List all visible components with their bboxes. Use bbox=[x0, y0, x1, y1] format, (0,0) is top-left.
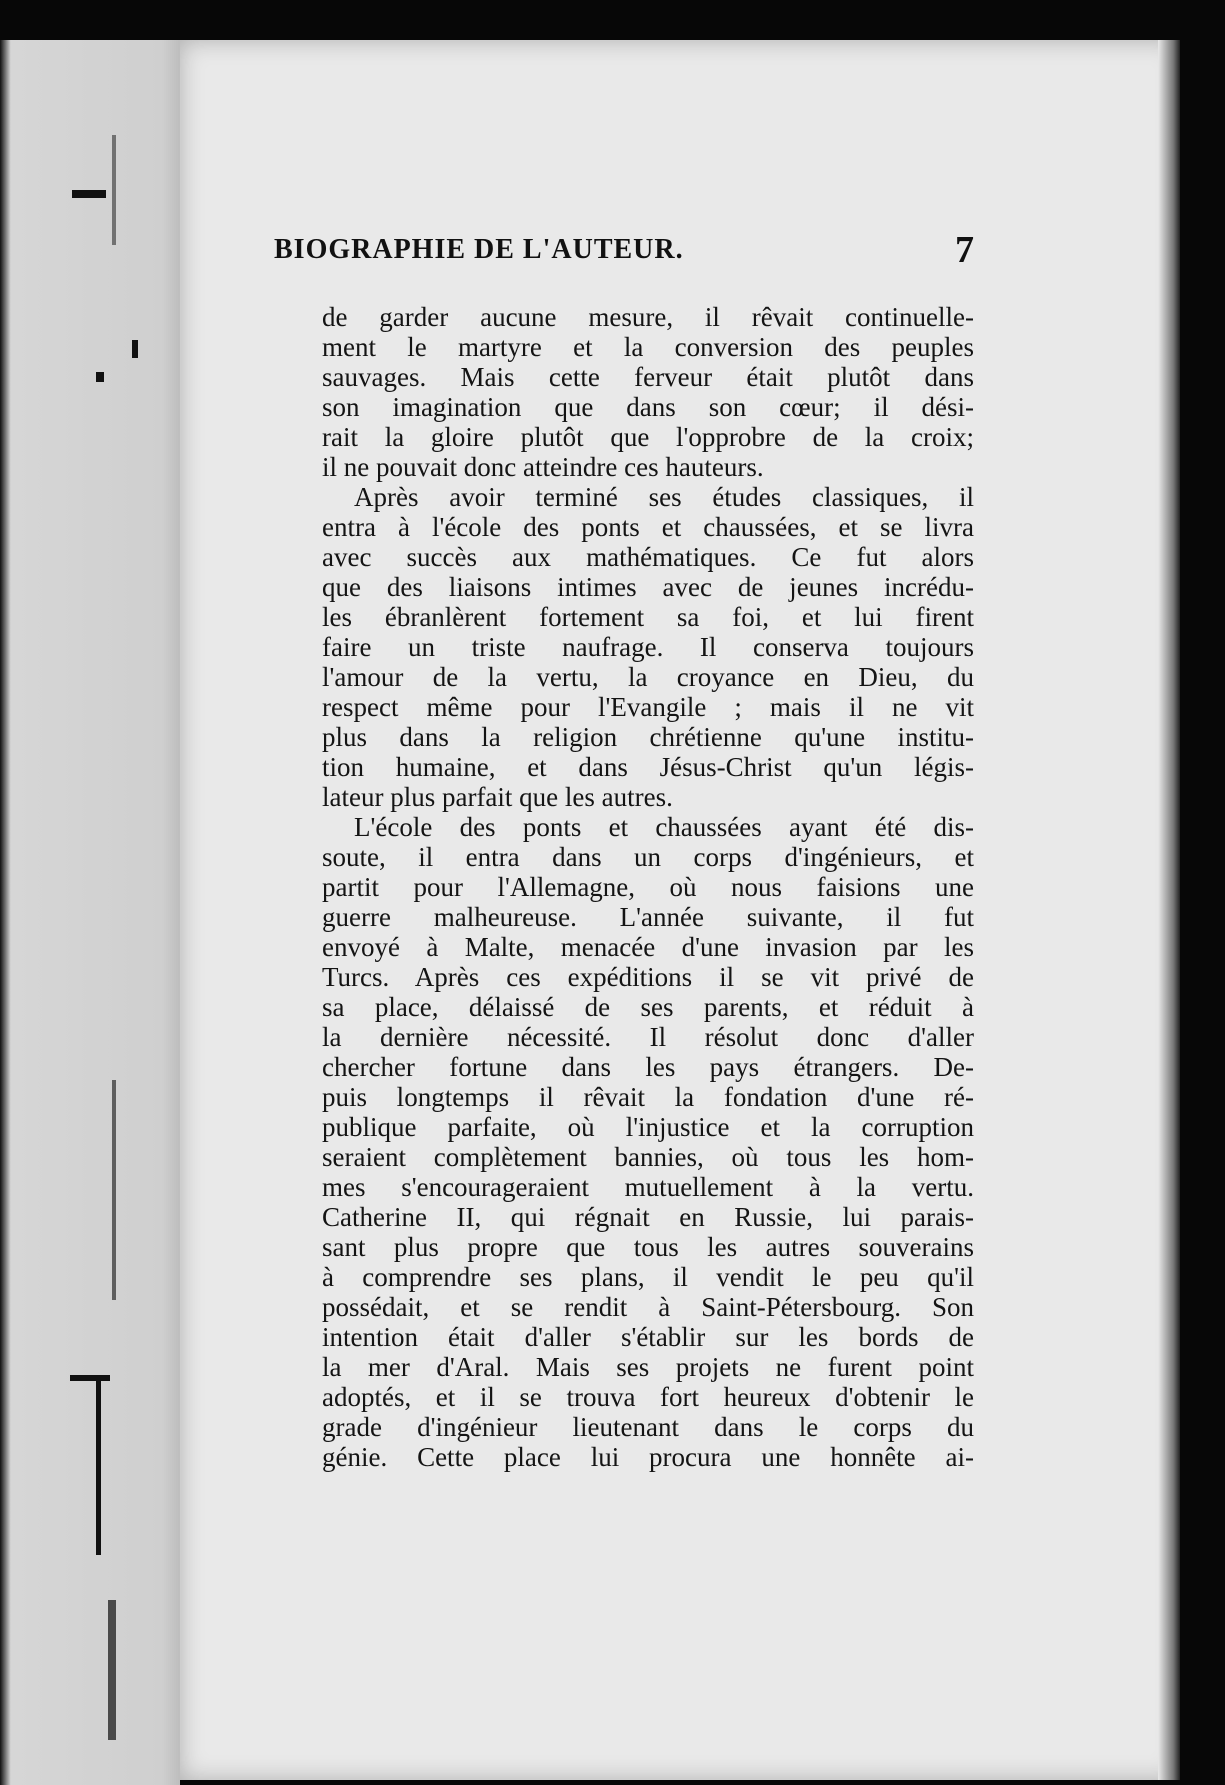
text-line: lateur plus parfait que les autres. bbox=[322, 782, 673, 812]
body-text bbox=[322, 302, 974, 1472]
gutter-mark bbox=[112, 1080, 116, 1300]
gutter-mark bbox=[70, 1375, 110, 1381]
text-line: avec succès aux mathématiques. Ce fut alors bbox=[322, 542, 974, 572]
text-line: partit pour l'Allemagne, où nous faisions une bbox=[322, 872, 974, 902]
text-line: chercher fortune dans les pays étrangers. De- bbox=[322, 1052, 974, 1082]
page-edge-shadow bbox=[1158, 40, 1180, 1780]
text-line: L'école des ponts et chaussées ayant été dis- bbox=[354, 812, 974, 842]
text-line: possédait, et se rendit à Saint-Pétersbourg. Son bbox=[322, 1292, 974, 1322]
gutter-mark bbox=[72, 190, 106, 198]
text-line: publique parfaite, où l'injustice et la corruption bbox=[322, 1112, 974, 1142]
text-line: Catherine II, qui régnait en Russie, lui parais- bbox=[322, 1202, 974, 1232]
text-line: sauvages. Mais cette ferveur était plutôt dans bbox=[322, 362, 974, 392]
gutter-mark bbox=[108, 1600, 116, 1740]
page-number: 7 bbox=[955, 229, 974, 271]
text-line: sant plus propre que tous les autres souverains bbox=[322, 1232, 974, 1262]
text-line: que des liaisons intimes avec de jeunes incrédu- bbox=[322, 572, 974, 602]
text-line: Après avoir terminé ses études classiques, il bbox=[354, 482, 974, 512]
text-line: plus dans la religion chrétienne qu'une institu- bbox=[322, 722, 974, 752]
text-line: sa place, délaissé de ses parents, et réduit à bbox=[322, 992, 974, 1022]
text-line: Turcs. Après ces expéditions il se vit privé de bbox=[322, 962, 974, 992]
text-line: guerre malheureuse. L'année suivante, il fut bbox=[322, 902, 974, 932]
running-title: BIOGRAPHIE DE L'AUTEUR. bbox=[274, 234, 684, 265]
text-line: ment le martyre et la conversion des peuples bbox=[322, 332, 974, 362]
text-line: rait la gloire plutôt que l'opprobre de la croix; bbox=[322, 422, 974, 452]
text-line: respect même pour l'Evangile ; mais il ne vit bbox=[322, 692, 974, 722]
text-line: les ébranlèrent fortement sa foi, et lui firent bbox=[322, 602, 974, 632]
text-line: l'amour de la vertu, la croyance en Dieu, du bbox=[322, 662, 974, 692]
binding-gutter bbox=[0, 40, 180, 1785]
gutter-mark bbox=[96, 1375, 101, 1555]
text-line: son imagination que dans son cœur; il dési- bbox=[322, 392, 974, 422]
text-line: la dernière nécessité. Il résolut donc d'aller bbox=[322, 1022, 974, 1052]
text-line: envoyé à Malte, menacée d'une invasion par les bbox=[322, 932, 974, 962]
gutter-mark bbox=[112, 135, 116, 245]
text-line: puis longtemps il rêvait la fondation d'une ré- bbox=[322, 1082, 974, 1112]
gutter-mark bbox=[96, 372, 104, 382]
text-line: il ne pouvait donc atteindre ces hauteurs. bbox=[322, 452, 764, 482]
text-line: grade d'ingénieur lieutenant dans le corps du bbox=[322, 1412, 974, 1442]
text-line: adoptés, et il se trouva fort heureux d'obtenir le bbox=[322, 1382, 974, 1412]
text-line: soute, il entra dans un corps d'ingénieurs, et bbox=[322, 842, 974, 872]
text-line: entra à l'école des ponts et chaussées, et se livra bbox=[322, 512, 974, 542]
text-line: seraient complètement bannies, où tous les hom- bbox=[322, 1142, 974, 1172]
gutter-mark bbox=[132, 340, 138, 358]
text-line: faire un triste naufrage. Il conserva toujours bbox=[322, 632, 974, 662]
text-line: à comprendre ses plans, il vendit le peu qu'il bbox=[322, 1262, 974, 1292]
text-line: tion humaine, et dans Jésus-Christ qu'un légis- bbox=[322, 752, 974, 782]
text-line: la mer d'Aral. Mais ses projets ne furent point bbox=[322, 1352, 974, 1382]
text-line: génie. Cette place lui procura une honnête ai- bbox=[322, 1442, 974, 1472]
running-head bbox=[274, 228, 974, 274]
text-line: mes s'encourageraient mutuellement à la vertu. bbox=[322, 1172, 974, 1202]
text-line: de garder aucune mesure, il rêvait continuelle- bbox=[322, 302, 974, 332]
text-line: intention était d'aller s'établir sur les bords de bbox=[322, 1322, 974, 1352]
